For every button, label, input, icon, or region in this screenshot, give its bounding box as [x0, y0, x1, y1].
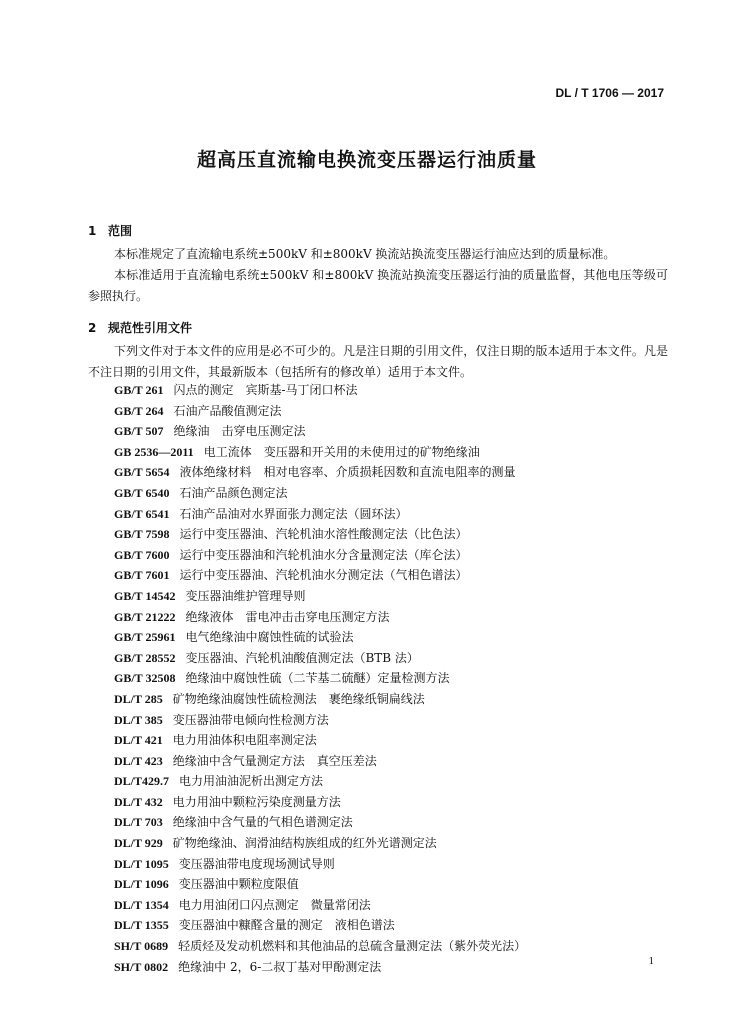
- reference-item: [114, 524, 674, 545]
- reference-code: GB/T 261: [114, 383, 164, 397]
- reference-item: [114, 957, 674, 978]
- reference-item: [114, 895, 674, 916]
- section-1-title: 范围: [108, 224, 133, 238]
- reference-item: [114, 586, 674, 607]
- reference-item: [114, 833, 674, 854]
- reference-code: DL/T 1095: [114, 856, 169, 871]
- reference-item: [114, 915, 674, 936]
- reference-title: 电气绝缘油中腐蚀性硫的试验法: [185, 630, 354, 645]
- reference-title: 绝缘油中 2，6-二叔丁基对甲酚测定法: [178, 959, 382, 974]
- reference-title: 绝缘油中含气量测定方法 真空压差法: [172, 753, 377, 768]
- reference-code: SH/T 0689: [114, 939, 169, 954]
- document-title: 超高压直流输电换流变压器运行油质量: [196, 149, 537, 171]
- reference-item: [114, 792, 674, 813]
- page-number: 1: [648, 955, 654, 967]
- reference-item: [114, 462, 674, 483]
- references-intro: 下列文件对于本文件的应用是必不可少的。凡是注日期的引用文件，仅注日期的版本适用于本文件。凡是不注日期的引用文件，其最新版本（包括所有的修改单）适用于本文件。: [88, 344, 668, 379]
- reference-code: DL/T 1355: [114, 918, 169, 933]
- reference-title: 电力用油体积电阻率测定法: [172, 733, 317, 748]
- reference-title: 石油产品油对水界面张力测定法（圆环法）: [179, 506, 408, 521]
- reference-title: 矿物绝缘油、润滑油结构族组成的红外光谱测定法: [172, 836, 437, 851]
- reference-code: DL/T 1096: [114, 877, 169, 892]
- section-1-heading: [88, 222, 132, 239]
- reference-code: DL/T 421: [114, 733, 163, 748]
- reference-code: DL/T 423: [114, 753, 163, 768]
- reference-code: GB/T 7600: [114, 547, 170, 562]
- reference-code: GB/T 7598: [114, 527, 170, 542]
- reference-title: 电力用油闭口闪点测定 微量常闭法: [178, 897, 371, 912]
- reference-code: GB/T 28552: [114, 650, 176, 665]
- scope-paragraph-2: 本标准适用于直流输电系统±500kV 和±800kV 换流站换流变压器运行油的质量监督，其他电压等级可参照执行。: [88, 268, 668, 303]
- reference-code: GB/T 5654: [114, 465, 170, 480]
- reference-item: [114, 545, 674, 566]
- reference-title: 闪点的测定 宾斯基-马丁闭口杯法: [173, 383, 358, 397]
- reference-item: [114, 504, 674, 525]
- reference-code: GB/T 6540: [114, 485, 170, 500]
- reference-title: 轻质烃及发动机燃料和其他油品的总硫含量测定法（紫外荧光法）: [178, 939, 527, 954]
- section-2-number: 2: [88, 321, 97, 335]
- reference-code: GB/T 264: [114, 403, 164, 418]
- reference-title: 运行中变压器油、汽轮机油水分测定法（气相色谱法）: [179, 568, 468, 583]
- section-1-number: 1: [88, 224, 97, 238]
- reference-item: [114, 854, 674, 875]
- reference-title: 变压器油中颗粒度限值: [178, 877, 299, 892]
- reference-item: [114, 607, 674, 628]
- reference-item: [114, 689, 674, 710]
- reference-code: DL/T429.7: [114, 774, 170, 789]
- reference-title: 绝缘油中含气量的气相色谱测定法: [172, 815, 353, 830]
- reference-code: GB/T 6541: [114, 506, 170, 521]
- section-2-heading: [88, 319, 192, 336]
- reference-item: [114, 483, 674, 504]
- reference-list: [114, 380, 674, 977]
- reference-title: 绝缘液体 雷电冲击击穿电压测定方法: [185, 609, 390, 624]
- reference-item: [114, 442, 674, 463]
- reference-item: [114, 401, 674, 422]
- reference-item: [114, 668, 674, 689]
- reference-title: 运行中变压器油和汽轮机油水分含量测定法（库仑法）: [179, 547, 468, 562]
- reference-item: [114, 874, 674, 895]
- scope-paragraph-1: 本标准规定了直流输电系统±500kV 和±800kV 换流站换流变压器运行油应达到的质量标准。: [114, 247, 616, 261]
- reference-code: GB/T 507: [114, 424, 164, 439]
- reference-item: [114, 730, 674, 751]
- reference-title: 石油产品颜色测定法: [179, 485, 288, 500]
- reference-code: DL/T 385: [114, 712, 163, 727]
- reference-code: DL/T 285: [114, 691, 163, 706]
- reference-title: 变压器油维护管理导则: [185, 588, 306, 603]
- reference-item: [114, 936, 674, 957]
- reference-code: DL/T 703: [114, 815, 163, 830]
- reference-title: 变压器油带电倾向性检测方法: [172, 712, 329, 727]
- section-2-title: 规范性引用文件: [108, 321, 193, 335]
- reference-code: DL/T 432: [114, 794, 163, 809]
- reference-title: 液体绝缘材料 相对电容率、介质损耗因数和直流电阻率的测量: [179, 465, 516, 480]
- reference-item: [114, 421, 674, 442]
- reference-code: GB/T 7601: [114, 568, 170, 583]
- reference-code: GB/T 32508: [114, 671, 176, 686]
- reference-code: GB 2536—2011: [114, 444, 194, 459]
- reference-code: GB/T 14542: [114, 588, 176, 603]
- reference-item: [114, 380, 674, 401]
- reference-item: [114, 751, 674, 772]
- reference-code: GB/T 25961: [114, 630, 176, 645]
- standard-code: DL / T 1706 — 2017: [555, 86, 664, 100]
- reference-title: 矿物绝缘油腐蚀性硫检测法 裹绝缘纸铜扁线法: [172, 691, 425, 706]
- reference-item: [114, 565, 674, 586]
- reference-title: 石油产品酸值测定法: [173, 403, 282, 418]
- reference-title: 绝缘油中腐蚀性硫（二苄基二硫醚）定量检测方法: [185, 671, 450, 686]
- reference-title: 电力用油中颗粒污染度测量方法: [172, 794, 341, 809]
- reference-item: [114, 812, 674, 833]
- reference-title: 电力用油油泥析出测定方法: [179, 774, 324, 789]
- reference-title: 运行中变压器油、汽轮机油水溶性酸测定法（比色法）: [179, 527, 468, 542]
- reference-title: 绝缘油 击穿电压测定法: [173, 424, 306, 439]
- reference-item: [114, 710, 674, 731]
- reference-code: SH/T 0802: [114, 959, 169, 974]
- reference-title: 变压器油带电度现场测试导则: [178, 856, 335, 871]
- reference-item: [114, 771, 674, 792]
- reference-title: 电工流体 变压器和开关用的未使用过的矿物绝缘油: [203, 444, 480, 459]
- reference-title: 变压器油中糠醛含量的测定 液相色谱法: [178, 918, 395, 933]
- reference-code: DL/T 929: [114, 836, 163, 851]
- reference-code: GB/T 21222: [114, 609, 176, 624]
- reference-title: 变压器油、汽轮机油酸值测定法（BTB 法）: [185, 650, 419, 665]
- reference-code: DL/T 1354: [114, 897, 169, 912]
- reference-item: [114, 648, 674, 669]
- reference-item: [114, 627, 674, 648]
